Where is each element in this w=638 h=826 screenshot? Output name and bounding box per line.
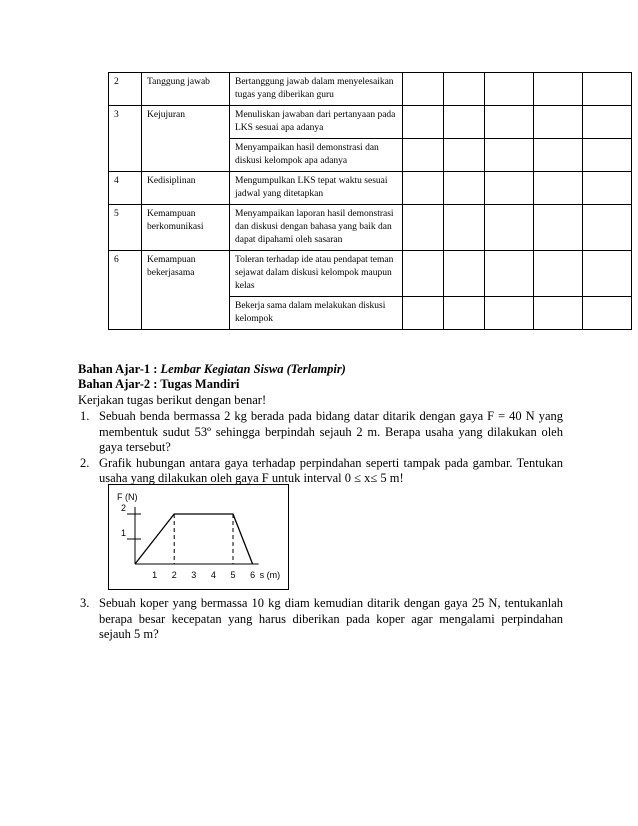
rubric-score-cell <box>403 297 444 330</box>
rubric-number: 2 <box>109 73 142 106</box>
rubric-score-cell <box>403 139 444 172</box>
force-displacement-chart <box>109 485 288 589</box>
rubric-score-cell <box>534 106 583 139</box>
rubric-score-cell <box>444 106 485 139</box>
rubric-score-cell <box>485 139 534 172</box>
task-number: 3. <box>80 596 90 610</box>
rubric-score-cell <box>583 106 632 139</box>
x-tick-label: 4 <box>210 570 216 580</box>
x-tick-label: 3 <box>191 570 197 580</box>
bahan-ajar-2: Bahan Ajar-2 : Tugas Mandiri <box>78 377 240 391</box>
rubric-score-cell <box>583 297 632 330</box>
rubric-score-cell <box>485 205 534 251</box>
bahan-ajar-1 <box>78 362 346 377</box>
x-tick-label: 1 <box>152 570 158 580</box>
rubric-score-cell <box>403 73 444 106</box>
rubric-score-cell <box>534 139 583 172</box>
rubric-indicator: Toleran terhadap ide atau pendapat teman sejawat dalam diskusi kelompok maupun kelas <box>230 251 403 297</box>
rubric-score-cell <box>534 172 583 205</box>
rubric-number: 3 <box>109 106 142 172</box>
force-displacement-graph <box>108 484 289 590</box>
rubric-indicator: Menyampaikan laporan hasil demonstrasi dan diskusi dengan bahasa yang baik dan dapat dipahami oleh sasaran <box>230 205 403 251</box>
task-number: 1. <box>80 409 90 423</box>
rubric-score-cell <box>444 205 485 251</box>
rubric-score-cell <box>583 205 632 251</box>
rubric-score-cell <box>444 172 485 205</box>
rubric-score-cell <box>534 205 583 251</box>
rubric-indicator: Bertanggung jawab dalam menyelesaikan tugas yang diberikan guru <box>230 73 403 106</box>
x-tick-label: 6 <box>250 570 256 580</box>
rubric-score-cell <box>444 251 485 297</box>
rubric-score-cell <box>403 251 444 297</box>
rubric-row <box>109 73 632 106</box>
task-instruction: Kerjakan tugas berikut dengan benar! <box>78 393 267 407</box>
rubric-aspect: Kemampuan bekerjasama <box>142 251 230 330</box>
task-list-b <box>78 596 563 643</box>
rubric-number: 4 <box>109 172 142 205</box>
y-axis-label: F (N) <box>117 492 138 502</box>
bahan-ajar-1-label: Bahan Ajar-1 : <box>78 362 161 376</box>
rubric-score-cell <box>444 139 485 172</box>
rubric-score-cell <box>534 251 583 297</box>
rubric-indicator: Menuliskan jawaban dari pertanyaan pada LKS sesuai apa adanya <box>230 106 403 139</box>
rubric-row <box>109 251 632 297</box>
rubric-number: 5 <box>109 205 142 251</box>
task-text: Sebuah benda bermassa 2 kg berada pada bidang datar ditarik dengan gaya F = 40 N yang membentuk sudut 53º sehingga berpindah sejauh 2 m. Berapa usaha yang dilakukan oleh gaya tersebut? <box>99 409 563 454</box>
rubric-score-cell <box>583 73 632 106</box>
rubric-score-cell <box>583 172 632 205</box>
rubric-score-cell <box>403 205 444 251</box>
rubric-indicator: Mengumpulkan LKS tepat waktu sesuai jadwal yang ditetapkan <box>230 172 403 205</box>
rubric-score-cell <box>534 73 583 106</box>
task-item <box>78 409 563 456</box>
rubric-score-cell <box>444 297 485 330</box>
rubric-aspect: Kedisiplinan <box>142 172 230 205</box>
rubric-aspect: Kemampuan berkomunikasi <box>142 205 230 251</box>
task-text: Grafik hubungan antara gaya terhadap perpindahan seperti tampak pada gambar. Tentukan usaha yang dilakukan oleh gaya F untuk interval 0 ≤ x≤ 5 m! <box>99 455 563 485</box>
task-number: 2. <box>80 455 90 470</box>
rubric-score-cell <box>485 73 534 106</box>
rubric-score-cell <box>583 251 632 297</box>
rubric-score-cell <box>485 106 534 139</box>
rubric-score-cell <box>485 251 534 297</box>
task-text: Sebuah koper yang bermassa 10 kg diam kemudian ditarik dengan gaya 25 N, tentukanlah berapa besar kecepatan yang harus diberikan pada koper agar mengalami perpindahan sejauh 5 m? <box>99 596 563 641</box>
rubric-score-cell <box>444 73 485 106</box>
rubric-indicator: Bekerja sama dalam melakukan diskusi kelompok <box>230 297 403 330</box>
bahan-ajar-1-title: Lembar Kegiatan Siswa (Terlampir) <box>160 362 346 376</box>
y-tick-label: 2 <box>121 503 127 513</box>
task-item <box>78 596 563 643</box>
task-list-a <box>78 409 563 487</box>
rubric-score-cell <box>534 297 583 330</box>
rubric-row <box>109 172 632 205</box>
rubric-score-cell <box>485 297 534 330</box>
rubric-row <box>109 106 632 139</box>
rubric-aspect: Kejujuran <box>142 106 230 172</box>
rubric-indicator: Menyampaikan hasil demonstrasi dan diskusi kelompok apa adanya <box>230 139 403 172</box>
assessment-rubric-table <box>108 72 632 330</box>
x-tick-label: 5 <box>230 570 236 580</box>
x-tick-label: 2 <box>171 570 177 580</box>
force-series-line <box>135 514 253 564</box>
x-axis-label: s (m) <box>259 570 281 580</box>
rubric-score-cell <box>403 106 444 139</box>
task-item <box>78 456 563 487</box>
rubric-number: 6 <box>109 251 142 330</box>
rubric-score-cell <box>583 139 632 172</box>
rubric-row <box>109 205 632 251</box>
rubric-score-cell <box>485 172 534 205</box>
rubric-aspect: Tanggung jawab <box>142 73 230 106</box>
rubric-score-cell <box>403 172 444 205</box>
y-tick-label: 1 <box>121 528 127 538</box>
